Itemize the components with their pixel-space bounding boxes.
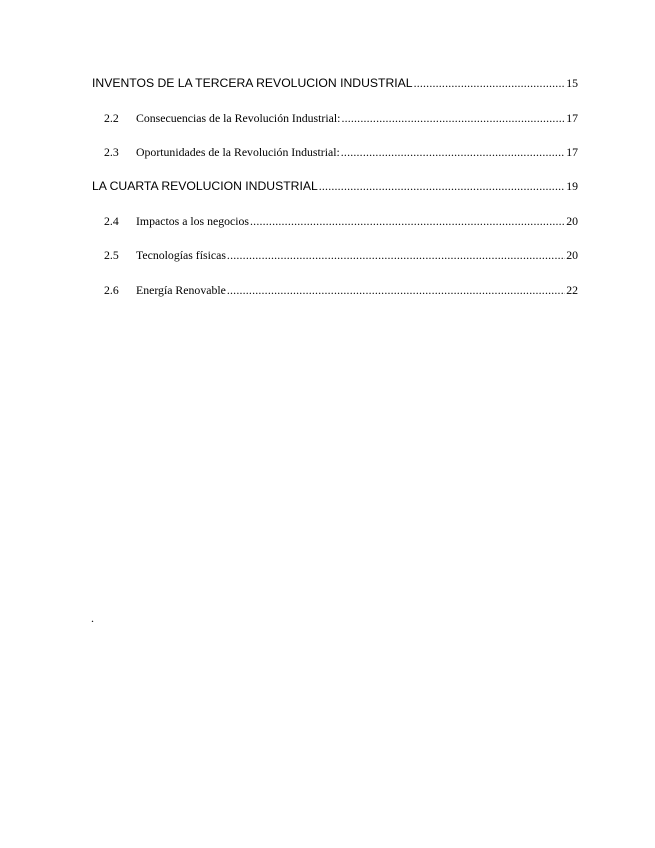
toc-entry-page: 17 <box>566 111 578 125</box>
toc-entry-page: 17 <box>566 145 578 159</box>
toc-entry-number: 2.5 <box>104 248 119 262</box>
toc-entry-title: Consecuencias de la Revolución Industrial: <box>136 111 341 125</box>
toc-entry-consecuencias[interactable] <box>92 111 578 127</box>
toc-entry-impactos-negocios[interactable] <box>92 214 578 230</box>
toc-dot-leader <box>227 283 565 298</box>
toc-entry-number: 2.3 <box>104 145 119 159</box>
toc-entry-title: Oportunidades de la Revolución Industrial: <box>136 145 340 159</box>
table-of-contents <box>92 76 578 299</box>
toc-dot-leader <box>341 145 565 160</box>
toc-entry-tecnologias-fisicas[interactable] <box>92 248 578 264</box>
stray-period-mark: . <box>91 611 94 625</box>
toc-entry-number: 2.2 <box>104 111 119 125</box>
toc-entry-inventos-tercera-revolucion[interactable] <box>92 76 578 92</box>
toc-entry-title: Tecnologías físicas <box>136 248 226 262</box>
toc-entry-title: LA CUARTA REVOLUCION INDUSTRIAL <box>92 179 318 193</box>
toc-entry-number: 2.4 <box>104 214 119 228</box>
toc-dot-leader <box>319 179 565 194</box>
toc-entry-page: 22 <box>566 283 578 297</box>
toc-entry-page: 20 <box>566 214 578 228</box>
toc-entry-oportunidades[interactable] <box>92 145 578 161</box>
toc-dot-leader <box>250 214 565 229</box>
toc-entry-title: INVENTOS DE LA TERCERA REVOLUCION INDUSTRIAL <box>92 76 413 90</box>
toc-entry-page: 19 <box>566 179 578 193</box>
toc-entry-title: Impactos a los negocios <box>136 214 250 228</box>
toc-entry-energia-renovable[interactable] <box>92 283 578 299</box>
toc-entry-number: 2.6 <box>104 283 119 297</box>
toc-entry-page: 15 <box>566 76 578 90</box>
toc-entry-cuarta-revolucion[interactable] <box>92 179 578 195</box>
toc-entry-title: Energía Renovable <box>136 283 226 297</box>
toc-dot-leader <box>414 76 566 91</box>
toc-dot-leader <box>227 248 565 263</box>
toc-entry-page: 20 <box>566 248 578 262</box>
toc-dot-leader <box>341 111 565 126</box>
